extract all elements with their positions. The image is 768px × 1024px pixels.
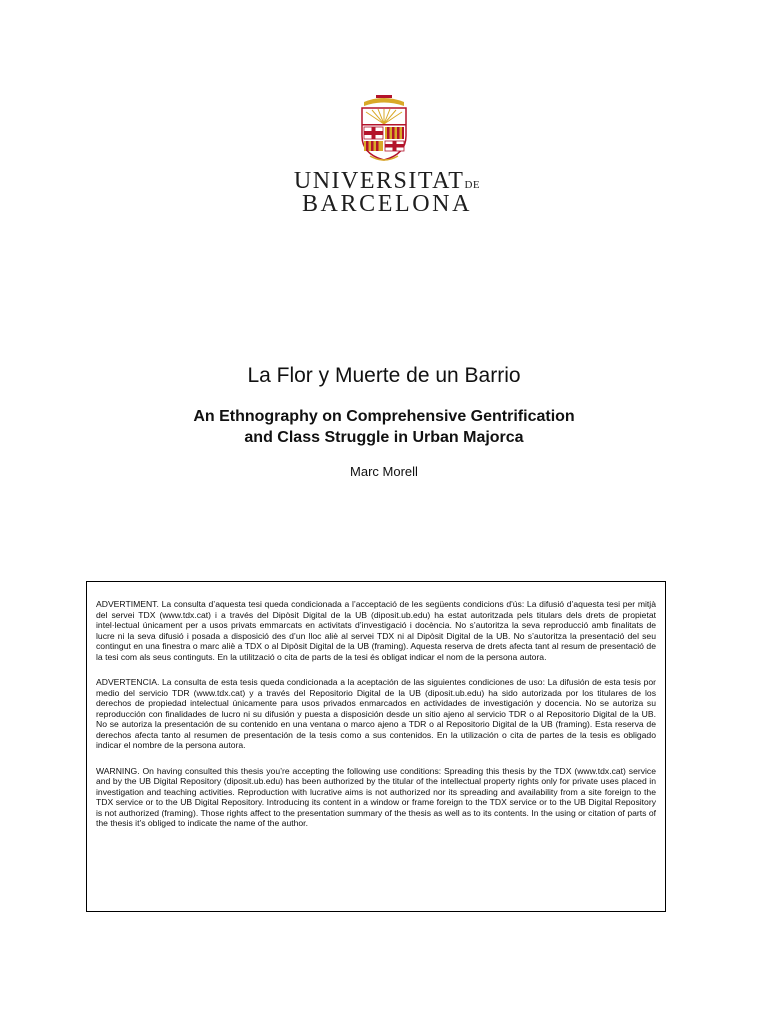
usage-notice-box [86, 581, 666, 912]
notice-spanish: ADVERTENCIA. La consulta de esta tesis queda condicionada a la aceptación de las siguientes condiciones de uso: La difusión de esta tesis por medio del servicio TDR (www.tdx.cat) y a través del Repositorio Digital de la UB (diposit.ub.edu) ha sido autorizada por los titulares de los derechos de propiedad intelectual únicamente para usos privados enmarcados en actividades de investigación y docencia. No se autoriza su reproducción con finalidades de lucro ni su difusión y puesta a disposición desde un sitio ajeno al servicio TDR o al Repositorio Digital de la UB. No se autoriza la presentación de su contenido en una ventana o marco ajeno a TDR o al Repositorio Digital de la UB (framing). Esta reserva de derechos afecta tanto al resumen de presentación de la tesis como a sus contenidos. En la utilización o cita de partes de la tesis es obligado indicar el nombre de la persona autora. [96, 677, 656, 750]
university-name-line1: UNIVERSITATDE [293, 168, 481, 194]
university-name-line2: BARCELONA [301, 191, 473, 217]
subtitle-line-1: An Ethnography on Comprehensive Gentrification [193, 408, 575, 425]
university-crest-icon [356, 92, 412, 164]
notice-english: WARNING. On having consulted this thesis you’re accepting the following use conditions: Spreading this thesis by the TDX (www.tdx.cat) service and by the UB Digital Repository (diposit.ub.edu) has been authorized by the titular of the intellectual property rights only for private uses placed in investigation and teaching activities. Reproduction with lucrative aims is not authorized nor its spreading and availability from a site foreign to the TDX service or to the UB Digital Repository. Introducing its content in a window or frame foreign to the TDX service or to the UB Digital Repository is not authorized (framing). Those rights affect to the presentation summary of the thesis as well as to its contents. In the using or citation of parts of the thesis it’s obliged to indicate the name of the author. [96, 765, 656, 828]
notice-catalan: ADVERTIMENT. La consulta d’aquesta tesi queda condicionada a l’acceptació de les següents condicions d'ús: La difusió d’aquesta tesi per mitjà del servei TDX (www.tdx.cat) i a través del Dipòsit Digital de la UB (diposit.ub.edu) ha estat autoritzada pels titulars dels drets de propietat intel·lectual únicament per a usos privats emmarcats en activitats d’investigació i docència. No s’autoritza la seva reproducció amb finalitats de lucre ni la seva difusió i posada a disposició des d’un lloc aliè al servei TDX ni al Dipòsit Digital de la UB. No s’autoritza la presentació del seu contingut en una finestra o marc aliè a TDX o al Dipòsit Digital de la UB (framing). Aquesta reserva de drets afecta tant al resum de presentació de la tesi com als seus continguts. En la utilització o cita de parts de la tesi és obligat indicar el nom de la persona autora. [96, 599, 656, 662]
subtitle-line-2: and Class Struggle in Urban Majorca [244, 429, 524, 446]
thesis-title: La Flor y Muerte de un Barrio [247, 364, 521, 387]
university-logo [292, 92, 482, 217]
thesis-author: Marc Morell [350, 464, 418, 479]
thesis-subtitle [0, 406, 768, 448]
